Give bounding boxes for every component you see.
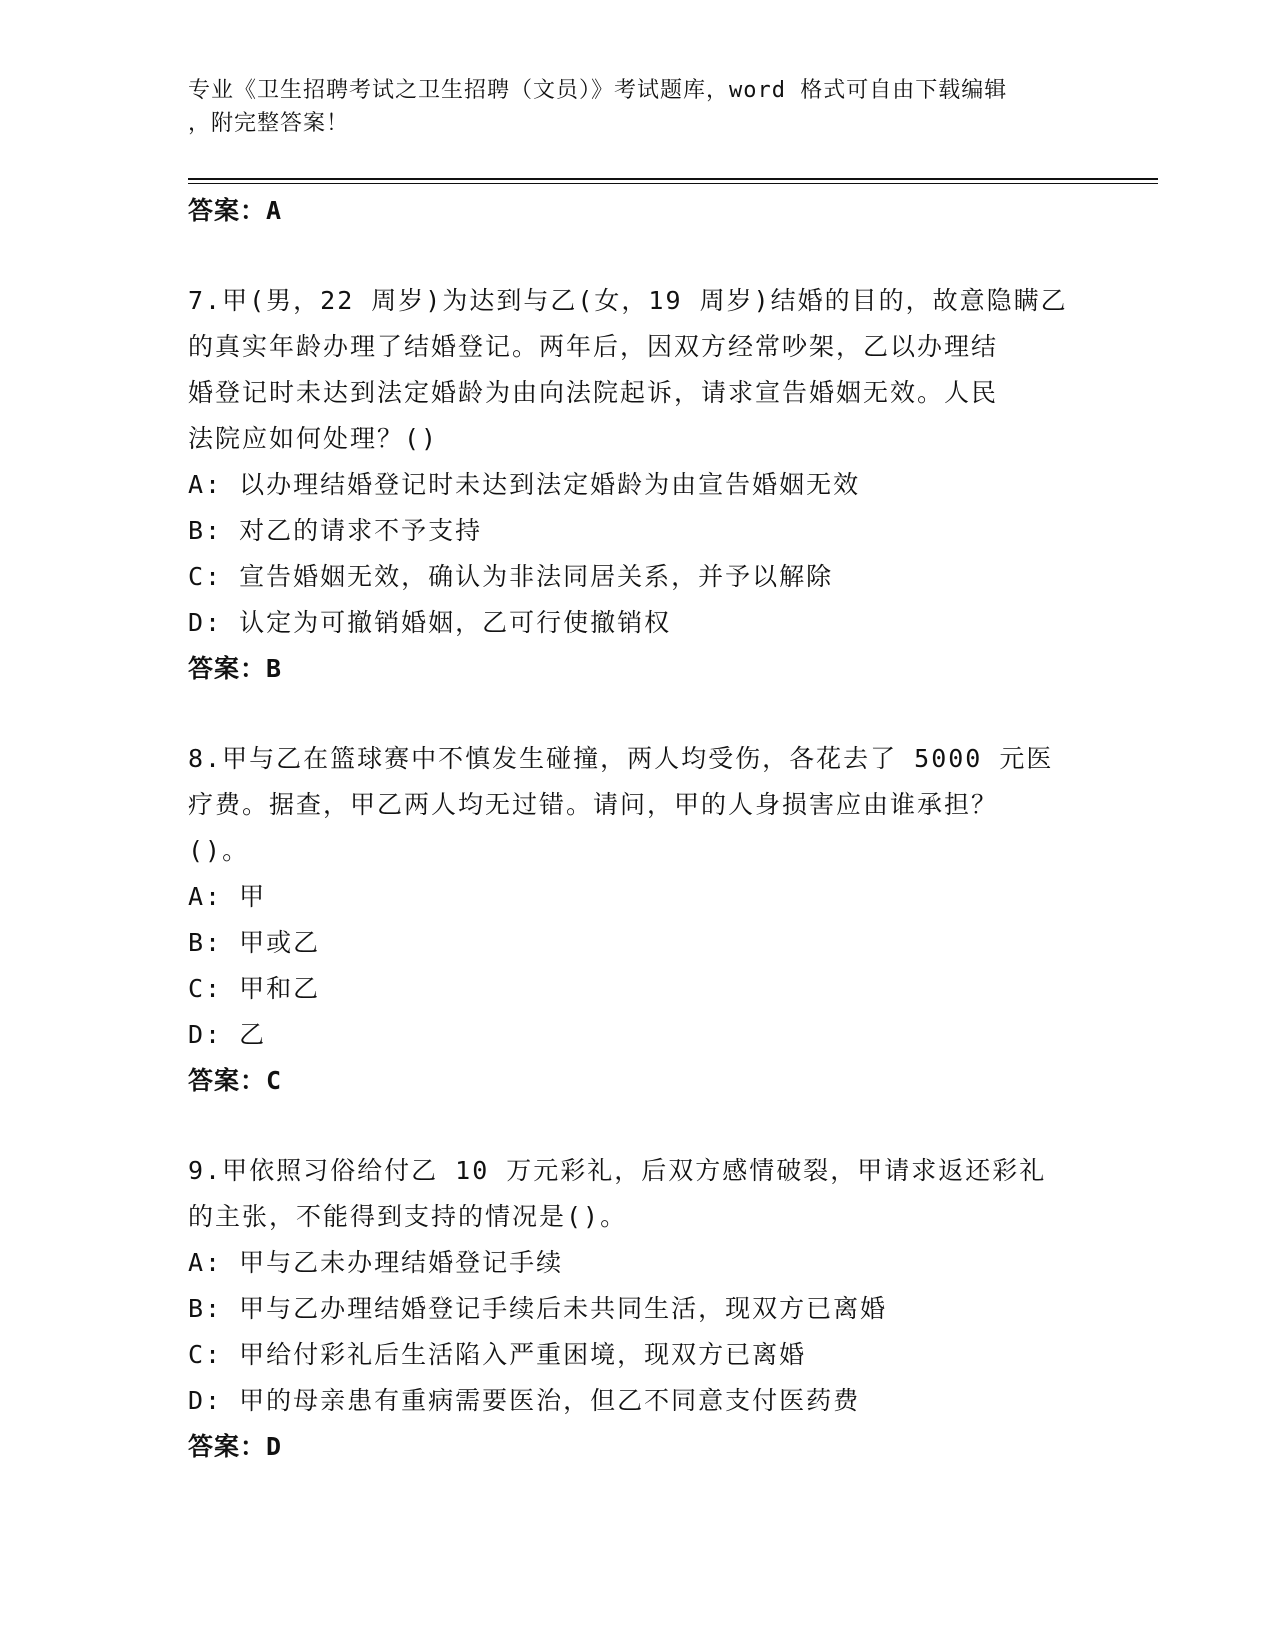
- question-line: 8.甲与乙在篮球赛中不慎发生碰撞，两人均受伤，各花去了 5000 元医: [188, 744, 1054, 773]
- question-text: [188, 1148, 1068, 1240]
- option-b: B: 对乙的请求不予支持: [188, 516, 483, 545]
- question-text: [188, 278, 1068, 462]
- answer-label: 答案：C: [188, 1066, 283, 1095]
- question-line: 的主张，不能得到支持的情况是()。: [188, 1202, 628, 1231]
- question-line: 婚登记时未达到法定婚龄为由向法院起诉，请求宣告婚姻无效。人民: [188, 378, 999, 407]
- question-line: 疗费。据查，甲乙两人均无过错。请问，甲的人身损害应由谁承担？: [188, 790, 999, 819]
- question-text: [188, 736, 1068, 874]
- question-line: 9.甲依照习俗给付乙 10 万元彩礼，后双方感情破裂，甲请求返还彩礼: [188, 1156, 1047, 1185]
- option-c: C: 宣告婚姻无效，确认为非法同居关系，并予以解除: [188, 562, 834, 591]
- spacer: [188, 692, 1088, 736]
- question-block: [188, 1148, 1088, 1470]
- option-d: D: 甲的母亲患有重病需要医治，但乙不同意支付医药费: [188, 1386, 861, 1415]
- document-header: [188, 74, 1068, 140]
- option-a: A: 甲与乙未办理结婚登记手续: [188, 1248, 564, 1277]
- option-c: C: 甲和乙: [188, 974, 321, 1003]
- question-line: ()。: [188, 836, 250, 865]
- option-a: A: 甲: [188, 882, 267, 911]
- previous-answer: 答案：A: [188, 196, 283, 225]
- header-divider-thick: [188, 178, 1158, 180]
- header-divider-thin: [188, 183, 1158, 184]
- option-a: A: 以办理结婚登记时未达到法定婚龄为由宣告婚姻无效: [188, 470, 861, 499]
- option-d: D: 乙: [188, 1020, 267, 1049]
- option-d: D: 认定为可撤销婚姻，乙可行使撤销权: [188, 608, 672, 637]
- option-b: B: 甲与乙办理结婚登记手续后未共同生活，现双方已离婚: [188, 1294, 888, 1323]
- option-c: C: 甲给付彩礼后生活陷入严重困境，现双方已离婚: [188, 1340, 807, 1369]
- header-line-1: 专业《卫生招聘考试之卫生招聘（文员）》考试题库，word 格式可自由下载编辑: [188, 78, 1008, 103]
- answer-label: 答案：D: [188, 1432, 283, 1461]
- question-block: [188, 278, 1088, 692]
- question-list: [188, 188, 1088, 1470]
- question-line: 7.甲(男，22 周岁)为达到与乙(女，19 周岁)结婚的目的，故意隐瞒乙: [188, 286, 1068, 315]
- answer-label: 答案：B: [188, 654, 283, 683]
- question-line: 的真实年龄办理了结婚登记。两年后，因双方经常吵架，乙以办理结: [188, 332, 999, 361]
- header-line-2: ，附完整答案！: [188, 111, 350, 136]
- option-b: B: 甲或乙: [188, 928, 321, 957]
- question-line: 法院应如何处理？(): [188, 424, 439, 453]
- spacer: [188, 1104, 1088, 1148]
- question-block: [188, 736, 1088, 1104]
- spacer: [188, 234, 1088, 278]
